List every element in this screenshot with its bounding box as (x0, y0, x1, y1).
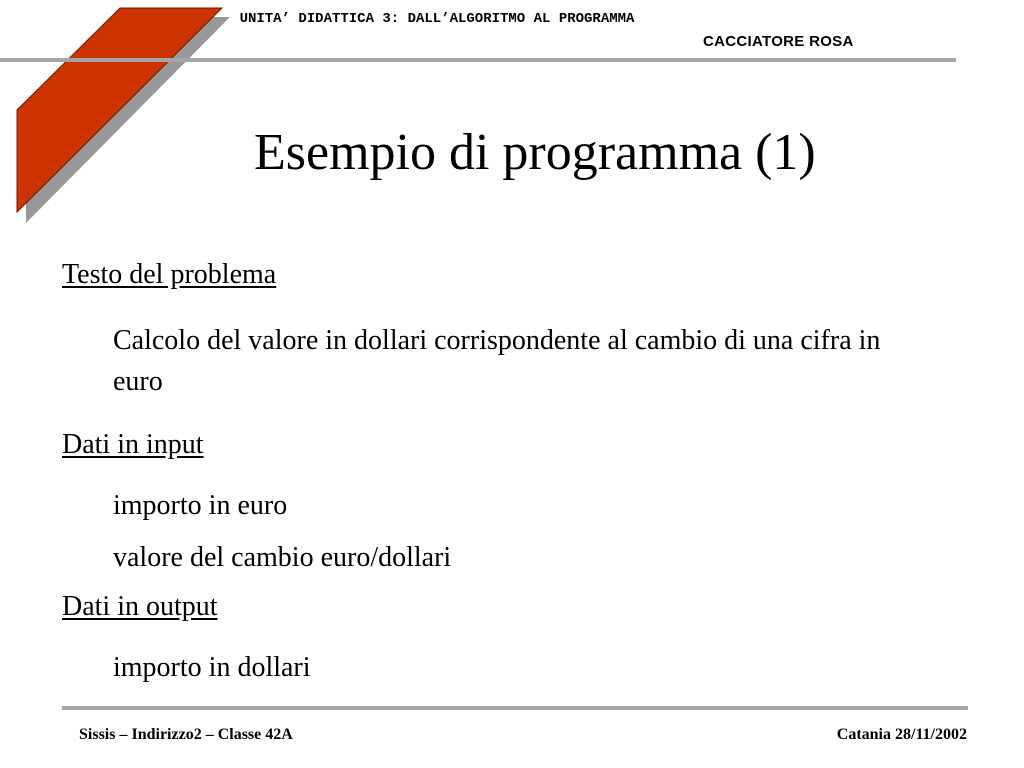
footer-divider (62, 706, 968, 710)
section-item: valore del cambio euro/dollari (113, 542, 452, 573)
section-heading: Dati in input (62, 429, 204, 460)
slide-title: Esempio di programma (1) (254, 124, 816, 181)
footer-place-date: Catania 28/11/2002 (836, 726, 967, 743)
section-item: Calcolo del valore in dollari corrispondente al cambio di una cifra in euro (113, 325, 881, 397)
author-name: CACCIATORE ROSA (703, 33, 854, 50)
section-item: importo in euro (113, 490, 288, 521)
section-item: importo in dollari (113, 652, 311, 683)
section-heading: Testo del problema (62, 259, 277, 290)
footer-course: Sissis – Indirizzo2 – Classe 42A (79, 726, 293, 743)
unit-title: UNITA’ DIDATTICA 3: DALL’ALGORITMO AL PROGRAMMA (239, 11, 635, 27)
section-heading: Dati in output (62, 591, 218, 622)
header-decoration-stripe (0, 0, 240, 230)
header-divider (0, 58, 956, 62)
